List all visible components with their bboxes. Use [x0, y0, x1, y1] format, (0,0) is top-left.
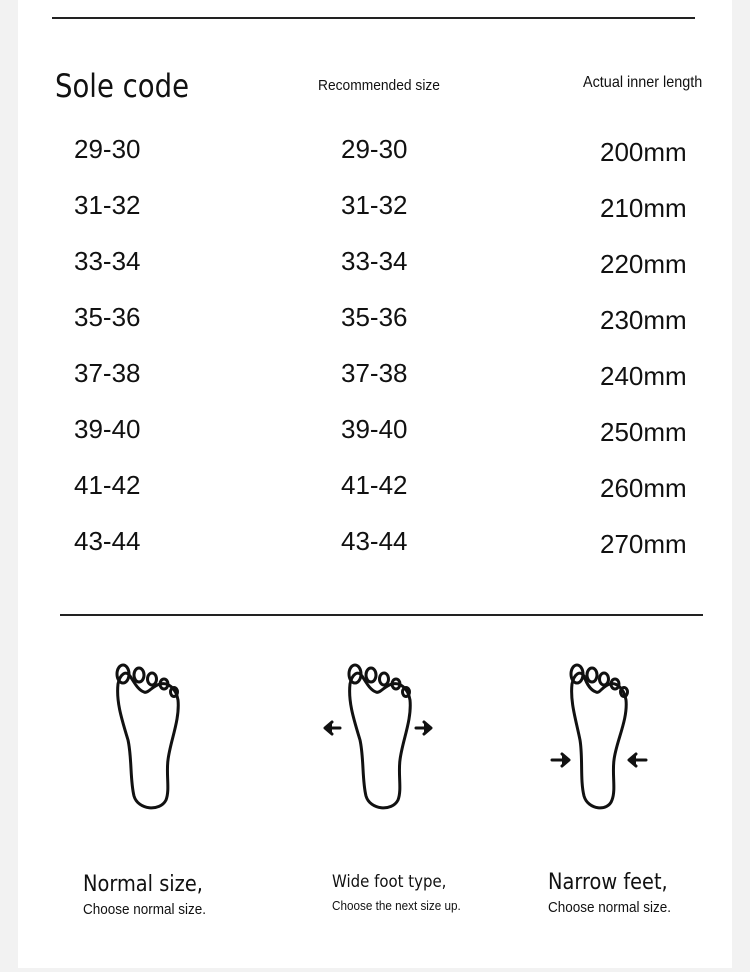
- narrow-foot-caption: [548, 872, 685, 915]
- inner-length-cell: 270mm: [600, 529, 687, 559]
- inner-length-cell: 210mm: [600, 193, 687, 223]
- section-divider: [60, 614, 703, 616]
- foot-type-advice: Choose normal size.: [548, 899, 672, 916]
- sole-code-cell: 33-34: [74, 246, 141, 276]
- sole-code-cell: 35-36: [74, 302, 141, 332]
- recommended-size-cell: 37-38: [341, 358, 408, 388]
- recommended-size-cell: 31-32: [341, 190, 408, 220]
- size-chart-sheet: [18, 0, 732, 968]
- header-recommended-size: Recommended size: [318, 77, 440, 94]
- sole-code-cell: 37-38: [74, 358, 141, 388]
- top-divider: [52, 17, 695, 19]
- recommended-size-cell: 29-30: [341, 134, 408, 164]
- recommended-size-cell: 35-36: [341, 302, 408, 332]
- wide-foot-icon: [318, 662, 438, 814]
- inner-length-cell: 220mm: [600, 249, 687, 279]
- sole-code-cell: 31-32: [74, 190, 141, 220]
- table-row: [18, 472, 732, 528]
- sole-code-cell: 29-30: [74, 134, 141, 164]
- table-row: [18, 304, 732, 360]
- table-row: [18, 416, 732, 472]
- table-row: [18, 136, 732, 192]
- inner-length-cell: 260mm: [600, 473, 687, 503]
- sole-code-cell: 41-42: [74, 470, 141, 500]
- recommended-size-cell: 39-40: [341, 414, 408, 444]
- table-row: [18, 248, 732, 304]
- foot-type-title: Narrow feet,: [548, 870, 668, 895]
- recommended-size-cell: 41-42: [341, 470, 408, 500]
- inner-length-cell: 240mm: [600, 361, 687, 391]
- header-sole-code: Sole code: [55, 67, 189, 105]
- narrow-foot-icon: [546, 662, 656, 814]
- sole-code-cell: 43-44: [74, 526, 141, 556]
- size-table: [18, 136, 732, 584]
- recommended-size-cell: 43-44: [341, 526, 408, 556]
- sole-code-cell: 39-40: [74, 414, 141, 444]
- header-actual-inner-length: Actual inner length: [583, 74, 703, 91]
- table-row: [18, 528, 732, 584]
- inner-length-cell: 200mm: [600, 137, 687, 167]
- inner-length-cell: 250mm: [600, 417, 687, 447]
- foot-type-title: Wide foot type,: [332, 872, 447, 892]
- foot-type-title: Normal size,: [83, 872, 203, 897]
- table-row: [18, 192, 732, 248]
- foot-type-advice: Choose normal size.: [83, 901, 207, 918]
- normal-foot-icon: [108, 662, 218, 814]
- inner-length-cell: 230mm: [600, 305, 687, 335]
- foot-type-advice: Choose the next size up.: [332, 898, 461, 913]
- normal-foot-caption: [83, 874, 220, 917]
- wide-foot-caption: [332, 874, 475, 912]
- recommended-size-cell: 33-34: [341, 246, 408, 276]
- table-row: [18, 360, 732, 416]
